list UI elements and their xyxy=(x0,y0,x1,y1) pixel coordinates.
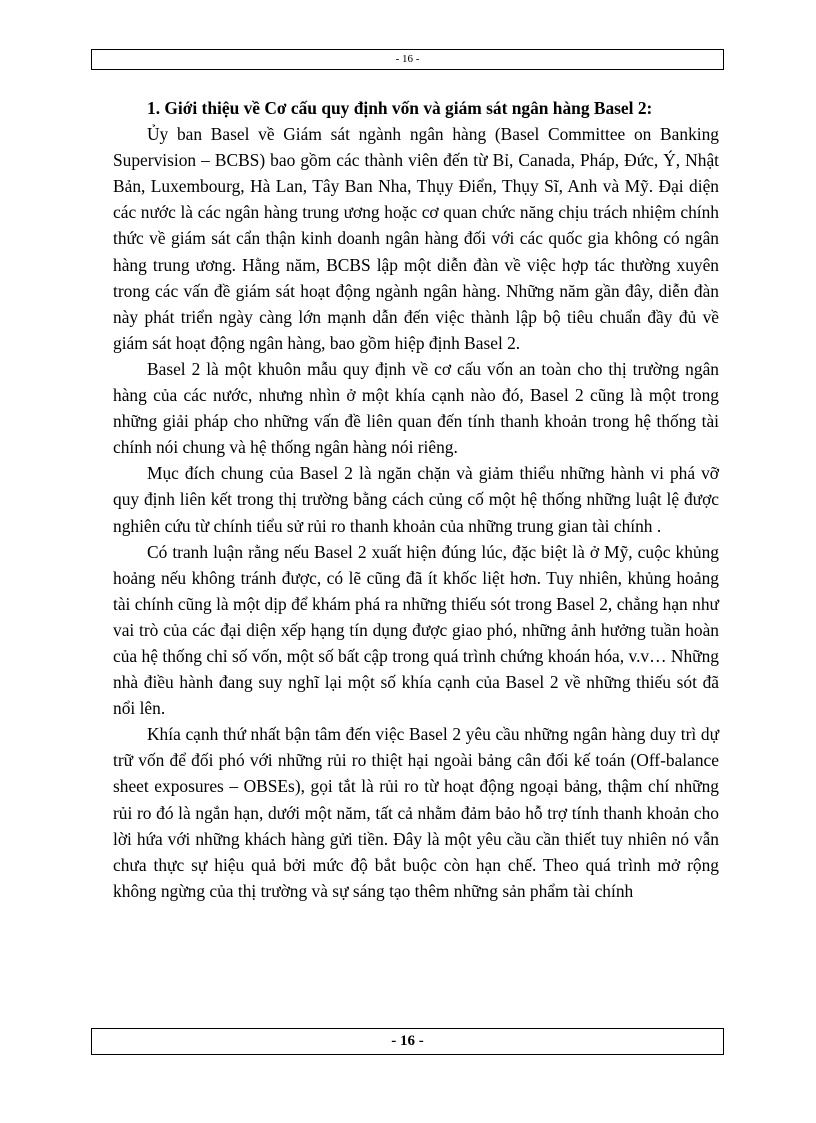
paragraph-crisis-debate: Có tranh luận rằng nếu Basel 2 xuất hiện đúng lúc, đặc biệt là ở Mỹ, cuộc khủng hoảng nếu không tránh được, có lẽ cũng đã ít khốc liệt hơn. Tuy nhiên, khủng hoảng tài chính cũng là một dịp để khám phá ra những thiếu sót trong Basel 2, chẳng hạn như vai trò của các đại diện xếp hạng tín dụng được giao phó, những ảnh hưởng tuần hoàn của hệ thống chỉ số vốn, một số bất cập trong quá trình chứng khoán hóa, v.v… Những nhà điều hành đang suy nghĩ lại một số khía cạnh của Basel 2 về những thiếu sót đã nổi lên. xyxy=(113,541,719,719)
paragraph-basel-committee: Ủy ban Basel về Giám sát ngành ngân hàng (Basel Committee on Banking Supervision – BCBS) bao gồm các thành viên đến từ Bỉ, Canada, Pháp, Đức, Ý, Nhật Bản, Luxembourg, Hà Lan, Tây Ban Nha, Thụy Điển, Thụy Sĩ, Anh và Mỹ. Đại diện các nước là các ngân hàng trung ương hoặc cơ quan chức năng chịu trách nhiệm chính thức về giám sát cẩn thận kinh doanh ngân hàng đối với các quốc gia không có ngân hàng trung ương. Hằng năm, BCBS lập một diễn đàn về việc hợp tác thường xuyên trong các vấn đề giám sát hoạt động ngành ngân hàng. Những năm gần đây, diễn đàn này phát triển ngày càng lớn mạnh dẫn đến việc thành lập bộ tiêu chuẩn đầy đủ về giám sát hoạt động ngân hàng, bao gồm hiệp định Basel 2. xyxy=(113,124,719,353)
page-footer xyxy=(91,1028,724,1055)
paragraph-basel2-purpose: Mục đích chung của Basel 2 là ngăn chặn và giảm thiểu những hành vi phá vỡ quy định liên kết trong thị trường bằng cách củng cố một hệ thống những luật lệ được nghiên cứu từ chính tiểu sử rủi ro thanh khoản của những trung gian tài chính . xyxy=(113,463,719,536)
paragraph-first-aspect: Khía cạnh thứ nhất bận tâm đến việc Basel 2 yêu cầu những ngân hàng duy trì dự trữ vốn để đối phó với những rủi ro thiệt hại ngoài bảng cân đối kế toán (Off-balance sheet exposures – OBSEs), gọi tắt là rủi ro từ hoạt động ngoại bảng, thậm chí những rủi ro đó là ngắn hạn, dưới một năm, tất cả nhằm đảm bảo hỗ trợ tính thanh khoản cho lời hứa với những khách hàng gửi tiền. Đây là một yêu cầu cần thiết tuy nhiên nó vẫn chưa thực sự hiệu quả bởi mức độ bắt buộc còn hạn chế. Theo quá trình mở rộng không ngừng của thị trường và sự sáng tạo thêm những sản phẩm tài chính xyxy=(113,724,719,901)
footer-page-number: - 16 - xyxy=(391,1033,424,1049)
document-body xyxy=(113,95,719,904)
page-header xyxy=(91,49,724,70)
header-page-number: - 16 - xyxy=(395,53,420,65)
section-heading: 1. Giới thiệu về Cơ cấu quy định vốn và giám sát ngân hàng Basel 2: xyxy=(147,98,653,118)
paragraph-basel2-framework: Basel 2 là một khuôn mẫu quy định về cơ cấu vốn an toàn cho thị trường ngân hàng của các nước, nhưng nhìn ở một khía cạnh nào đó, Basel 2 cũng là một trong những giải pháp cho những vấn đề liên quan đến tính thanh khoản trong hệ thống tài chính nói chung và hệ thống ngân hàng nói riêng. xyxy=(113,358,719,458)
